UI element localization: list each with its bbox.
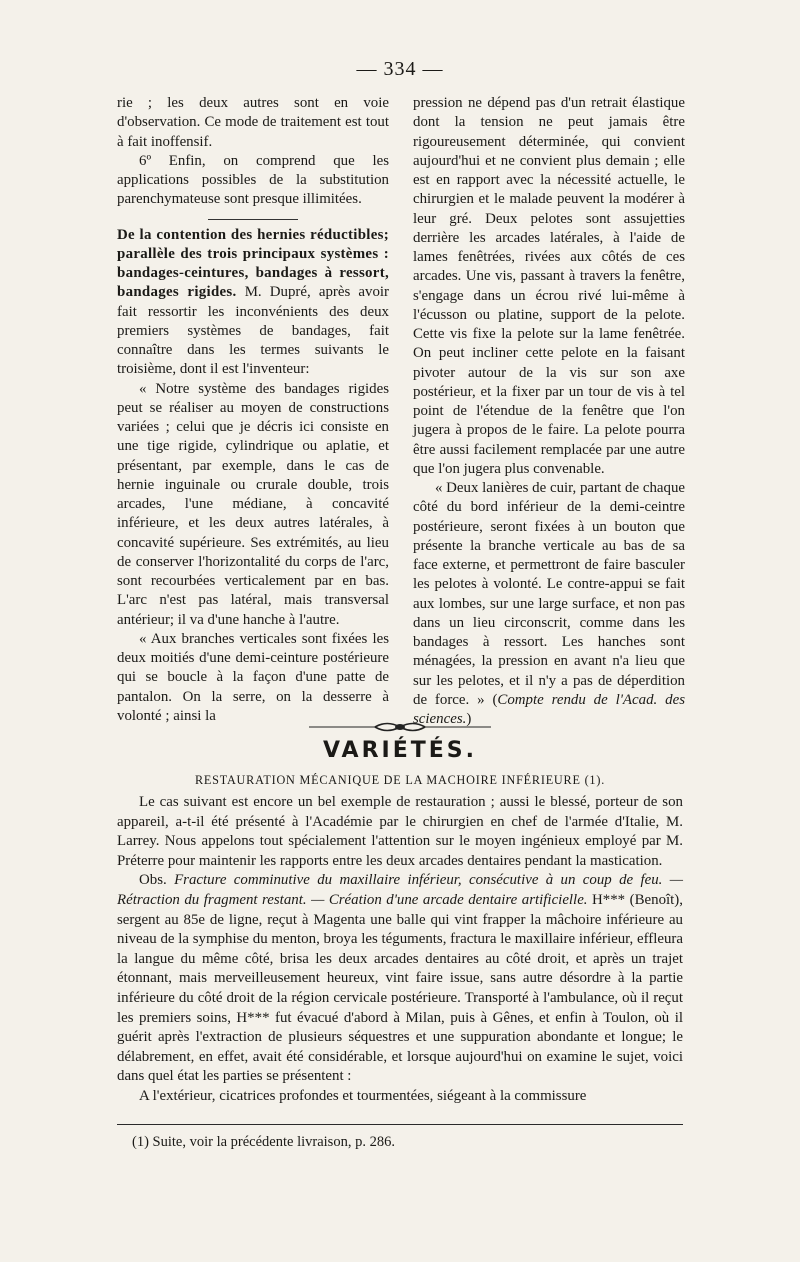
quote-text: « Deux lanières de cuir, partant de chaque côté du bord inférieur de la demi-ceintre postérieure, seront fixées à un bouton que présente la branche verticale au bas de sa face externe, et permettront de faire basculer les pelotes à volonté. Le contre-appui se fait aux lombes, sur une large surface, et non pas dans un lieu circonscrit, comme dans les bandages à ressort. Les hanches sont ménagées, la pression en avant n'a lieu que sur les pelotes, et il n'y a pas de déperdition de force. » ( <box>413 480 685 708</box>
paragraph: Le cas suivant est encore un bel exemple de restauration ; aussi le blessé, porteur de son appareil, a-t-il été présenté à l'Académie par le chirurgien en chef de l'armée d'Italie, M. Larrey. Nous appelons tout spécialement l'attention sur le moyen ingénieux employé par M. Préterre pour maintenir les rapports entre les deux arcades dentaires pendant la mastication. <box>117 794 683 869</box>
section-body: M. Dupré, après avoir fait ressortir les inconvénients des deux premiers systèmes de bandages, fait connaître dans les termes suivants le troisième, dont il est l'inventeur: <box>117 284 389 378</box>
paragraph: rie ; les deux autres sont en voie d'observation. Ce mode de traitement est tout à fait inoffensif. <box>117 95 389 150</box>
section-divider <box>208 219 298 220</box>
footnote-rule <box>117 1124 683 1125</box>
paragraph: pression ne dépend pas d'un retrait élastique dont la tension ne peut jamais être rigoureusement déterminée, qui convient aujourd'hui et ne convient plus demain ; elle est en rapport avec la nécessité actuelle, le chirurgien et le malade peuvent la modérer à leur gré. Deux pelotes sont assujetties derrière les arcades latérales, à l'aide de lames fenêtrées, rivées aux côtés de ces arcades. Une vis, passant à travers la fenêtre, s'engage dans un écrou rivé lui-même à l'écusson ou platine, support de la pelote. Cette vis fixe la pelote sur la lame fenêtrée. On peut incliner cette pelote en la faisant pivoter autour de la vis sur son axe postérieur, et la fixer par un tour de vis à tel point de l'étendue de la fenêtre que l'on jugera à propos de le faire. La pelote pourra être aussi facilement remplacée par une autre que l'on jugera plus convenable. <box>413 95 685 477</box>
obs-title: Fracture comminutive du maxillaire inférieur, consécutive à un coup de feu. — Rétraction du fragment restant. — Création d'une arcade dentaire artificielle. <box>117 872 683 908</box>
obs-text: H*** (Benoît), sergent au 85e de ligne, reçut à Magenta une balle qui vint frapper la mâchoire inférieure au niveau de la symphise du menton, broya les téguments, fractura le maxillaire inférieur, effleura la langue du même côté, brisa les deux arcades dentaires au côté droit, et après un trajet étonnant, mais merveilleusement heureux, vint faire issue, sans autre désordre à la partie inférieure du côté droit de la région cervicale postérieure. Transporté à l'ambulance, où il reçut les premiers soins, H*** fut évacué d'abord à Milan, puis à Gênes, et enfin à Toulon, où il guérit après l'extraction de plusieurs séquestres et une suppuration abondante et longue; le délabrement, en effet, avait été considérable, et lorsque aujourd'hui on examine le sujet, voici dans quel état les parties se présentent : <box>117 891 683 1085</box>
article-subheading <box>117 773 683 788</box>
ornament-divider <box>305 719 495 735</box>
page-number: — 334 — <box>356 58 444 80</box>
section-title: VARIÉTÉS. <box>323 738 477 763</box>
citation: Compte rendu de l'Acad. des sciences. <box>413 691 685 727</box>
paragraph: A l'extérieur, cicatrices profondes et tourmentées, siégeant à la commissure <box>139 1087 587 1104</box>
footnote-ref: (1). <box>584 773 606 787</box>
section-paragraph <box>117 226 389 380</box>
right-column <box>413 94 685 729</box>
observation-paragraph <box>117 871 683 1087</box>
citation-close: ) <box>466 711 472 727</box>
paragraph: « Aux branches verticales sont fixées les deux moitiés d'une demi-ceinture postérieure qui se boucle à la façon d'une patte de pantalon. On la serre, on la desserre à volonté ; ainsi la <box>117 630 389 724</box>
paragraph <box>413 479 685 729</box>
obs-label: Obs. <box>139 872 175 889</box>
paragraph: 6º Enfin, on comprend que les applications possibles de la substitution parenchymateuse sont presque illimitées. <box>117 152 389 208</box>
paragraph: « Notre système des bandages rigides peut se réaliser au moyen de constructions variées ; celui que je décris ici consiste en une tige rigide, cylindrique ou aplatie, et présentant, par exemple, dans le cas de hernie inguinale ou crurale double, trois arcades, l'une médiane, à concavité inférieure, et les deux autres latérales, à concavité supérieure. Ses extrémités, au lieu de conserver l'horizontalité du corps de l'arc, sont recourbées verticalement par en bas. L'arc n'est pas latéral, mais transversal antérieur; il va d'une hanche à l'autre. <box>117 380 389 628</box>
section-heading: De la contention des hernies réductibles; parallèle des trois principaux systèmes : bandages-ceintures, bandages à ressort, bandages rigides. <box>117 226 389 301</box>
left-column <box>117 94 389 726</box>
subheading-text: RESTAURATION MÉCANIQUE DE LA MACHOIRE INFÉRIEURE <box>194 773 581 787</box>
footnote: (1) Suite, voir la précédente livraison, p. 286. <box>132 1134 395 1150</box>
article-body <box>117 793 683 1107</box>
